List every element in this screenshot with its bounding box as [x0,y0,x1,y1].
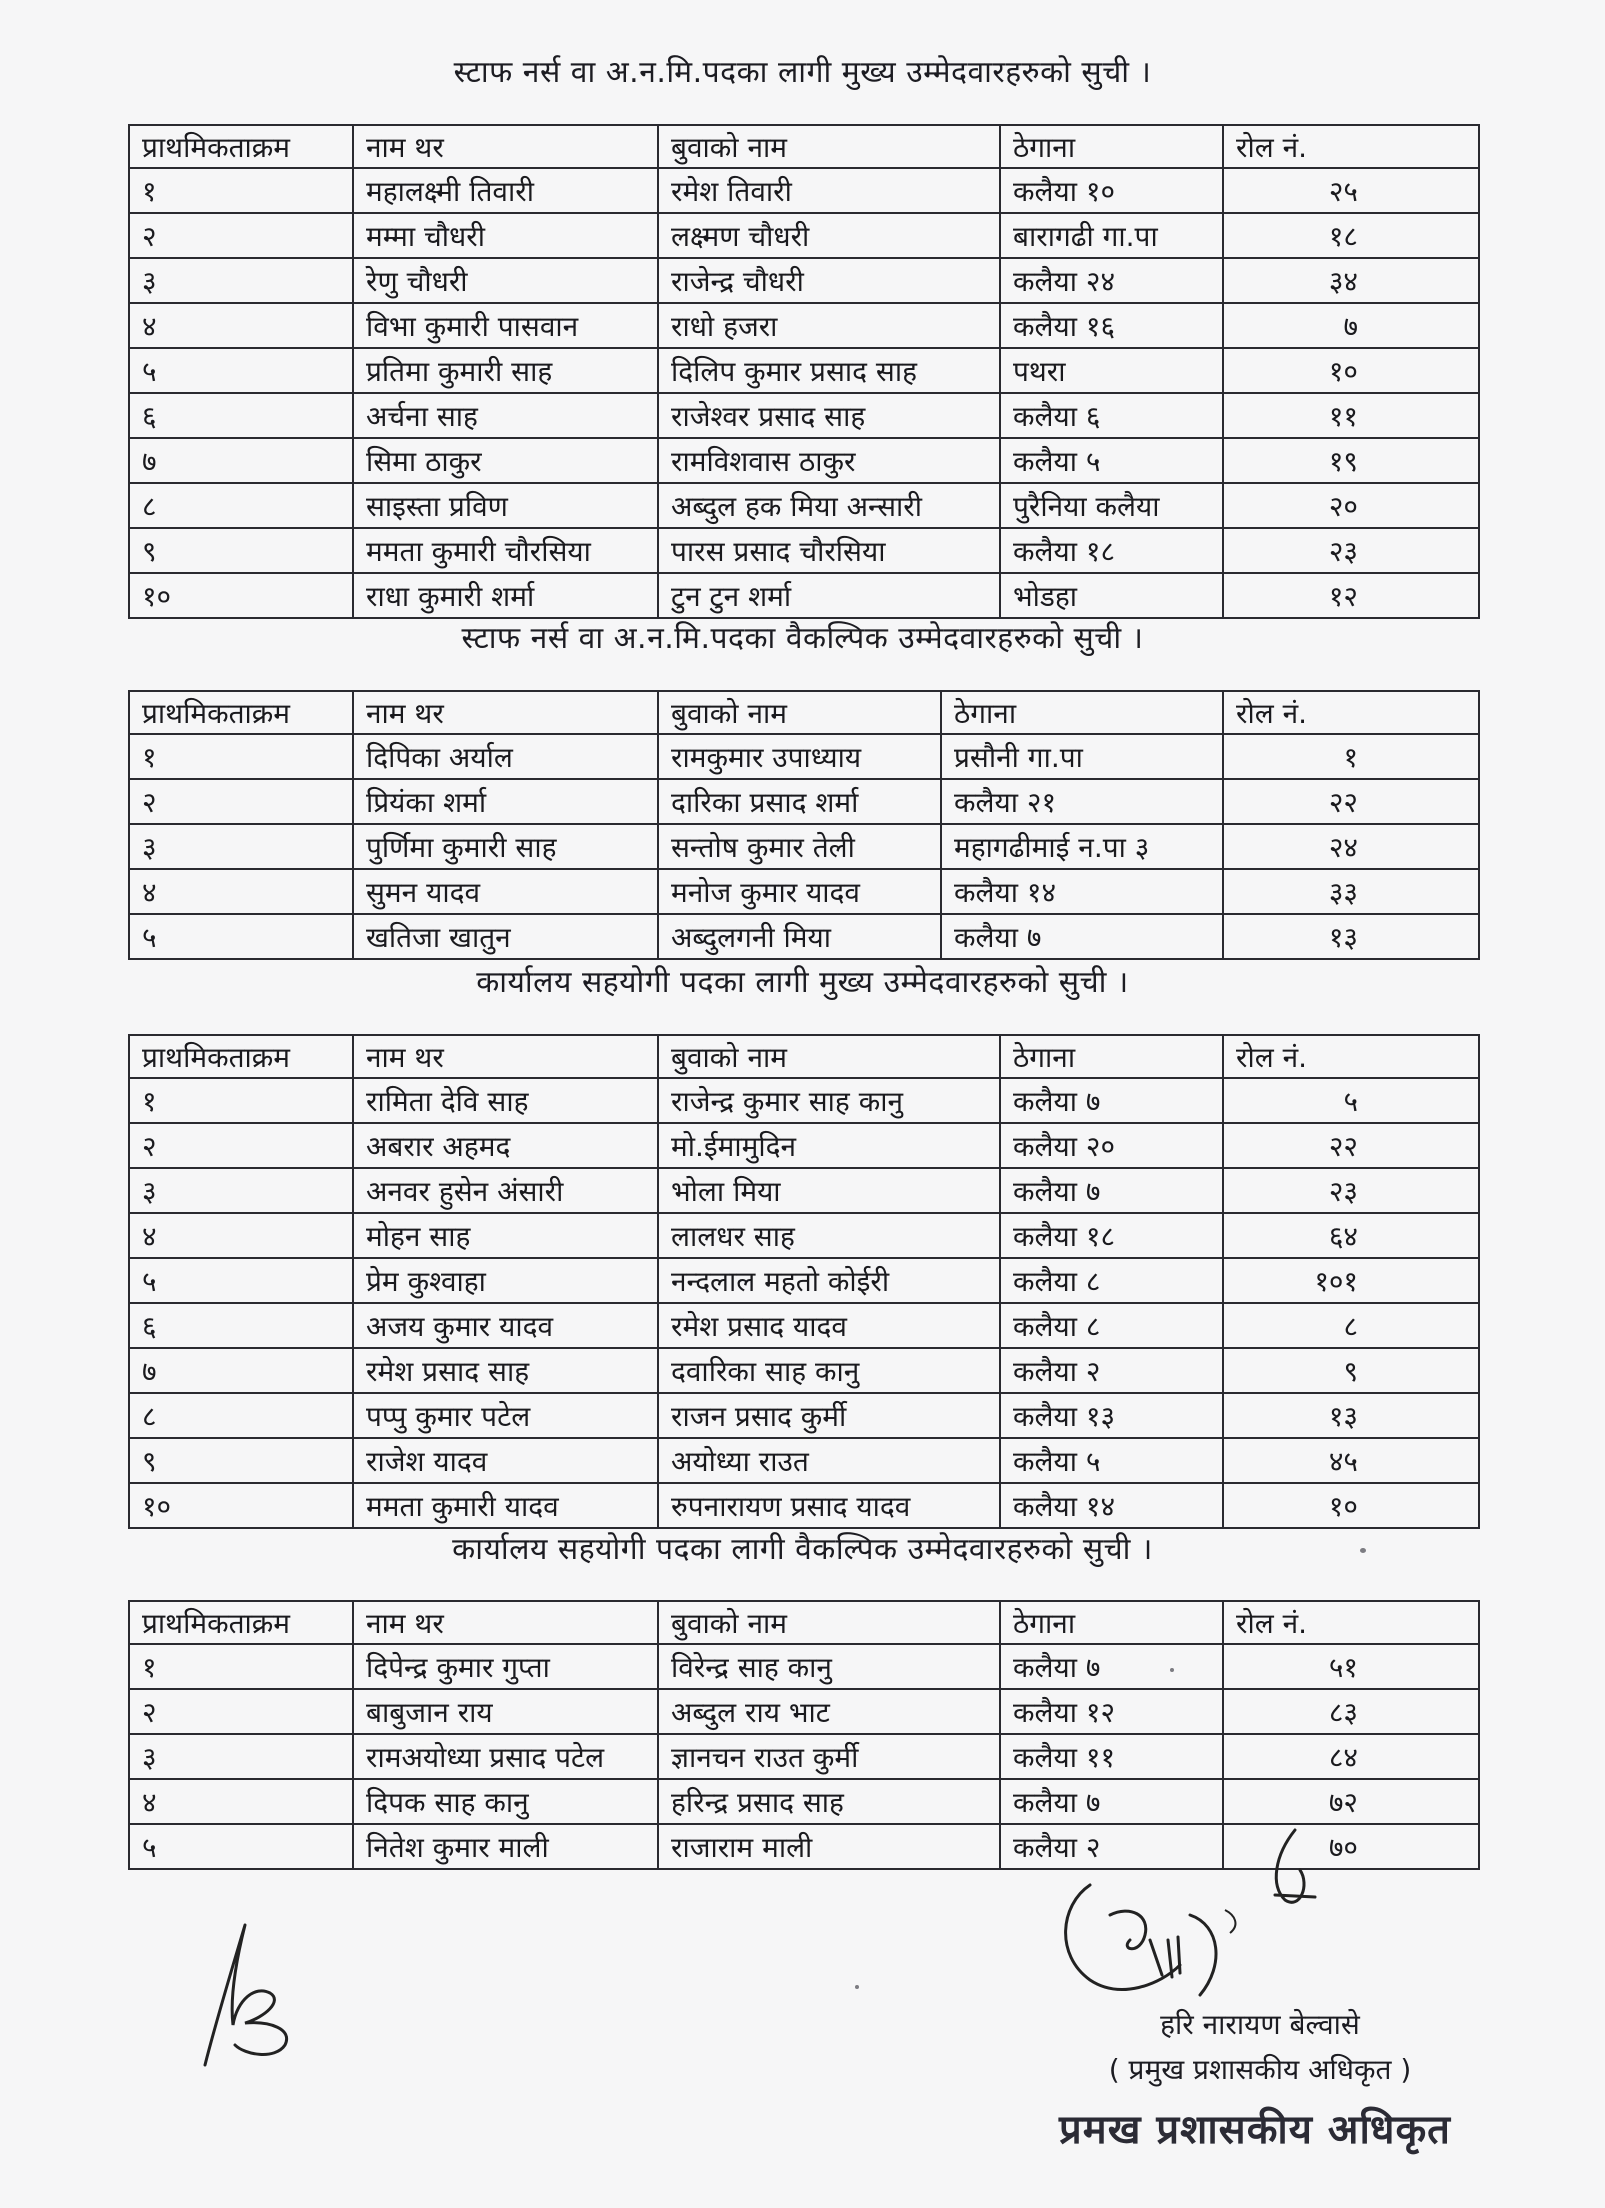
column-header-priority: प्राथमिकताक्रम [129,125,353,168]
cell-address: पुरैनिया कलैया [1000,483,1223,528]
table-row [129,869,1479,914]
cell-name: प्रतिमा कुमारी साह [353,348,658,393]
cell-priority: २ [129,213,353,258]
column-header-priority: प्राथमिकताक्रम [129,1601,353,1644]
cell-priority: २ [129,1123,353,1168]
table-header-row [129,1035,1479,1078]
cell-name: सिमा ठाकुर [353,438,658,483]
column-header-roll-no: रोल नं. [1223,1601,1479,1644]
cell-name: प्रियंका शर्मा [353,779,658,824]
table-row [129,258,1479,303]
signatory-name: हरि नारायण बेल्वासे [1160,2008,1360,2041]
cell-roll-no: ४५ [1223,1438,1479,1483]
cell-father-name: नन्दलाल महतो कोईरी [658,1258,1000,1303]
table-header-row [129,1601,1479,1644]
cell-priority: ३ [129,258,353,303]
cell-address: कलैया २ [1000,1824,1223,1869]
cell-priority: ९ [129,528,353,573]
cell-address: कलैया ८ [1000,1258,1223,1303]
table-row [129,1078,1479,1123]
cell-roll-no: १ [1223,734,1479,779]
cell-name: रामिता देवि साह [353,1078,658,1123]
column-header-name: नाम थर [353,691,658,734]
cell-roll-no: २४ [1223,824,1479,869]
right-signature-image [1050,1855,1270,2015]
cell-roll-no: ७ [1223,303,1479,348]
cell-name: खतिजा खातुन [353,914,658,959]
cell-roll-no: ६४ [1223,1213,1479,1258]
table-row [129,779,1479,824]
column-header-roll-no: रोल नं. [1223,1035,1479,1078]
cell-roll-no: ८ [1223,1303,1479,1348]
cell-father-name: लक्ष्मण चौधरी [658,213,1000,258]
cell-roll-no: १० [1223,348,1479,393]
table-row [129,1689,1479,1734]
table-row [129,528,1479,573]
cell-address: कलैया २१ [941,779,1223,824]
scan-speck [1170,1668,1174,1672]
cell-address: कलैया २ [1000,1348,1223,1393]
cell-roll-no: १८ [1223,213,1479,258]
table-row [129,1779,1479,1824]
column-header-roll-no: रोल नं. [1223,691,1479,734]
cell-address: कलैया ५ [1000,438,1223,483]
cell-name: महालक्ष्मी तिवारी [353,168,658,213]
cell-address: कलैया १२ [1000,1689,1223,1734]
cell-priority: ४ [129,303,353,348]
cell-roll-no: १९ [1223,438,1479,483]
cell-priority: ५ [129,1258,353,1303]
column-header-address: ठेगाना [941,691,1223,734]
cell-father-name: मो.ईमामुदिन [658,1123,1000,1168]
cell-roll-no: २३ [1223,1168,1479,1213]
cell-priority: ९ [129,1438,353,1483]
section-title-office-assistant-main: कार्यालय सहयोगी पदका लागी मुख्य उम्मेदवारहरुको सुची । [476,965,1129,1000]
cell-address: पथरा [1000,348,1223,393]
column-header-address: ठेगाना [1000,125,1223,168]
cell-address: कलैया १८ [1000,528,1223,573]
section-title-office-assistant-alternate: कार्यालय सहयोगी पदका लागी वैकल्पिक उम्मेदवारहरुको सुची । [452,1532,1153,1567]
cell-father-name: सन्तोष कुमार तेली [658,824,941,869]
cell-father-name: अब्दुलगनी मिया [658,914,941,959]
cell-address: बारागढी गा.पा [1000,213,1223,258]
left-signature-image [175,1905,325,2085]
cell-name: अर्चना साह [353,393,658,438]
table-row [129,573,1479,618]
cell-name: रमेश प्रसाद साह [353,1348,658,1393]
table-row [129,914,1479,959]
cell-name: अनवर हुसेन अंसारी [353,1168,658,1213]
cell-father-name: अब्दुल हक मिया अन्सारी [658,483,1000,528]
cell-father-name: रामकुमार उपाध्याय [658,734,941,779]
cell-address: कलैया ७ [1000,1168,1223,1213]
cell-father-name: राधो हजरा [658,303,1000,348]
table-row [129,1123,1479,1168]
table-row [129,1213,1479,1258]
cell-address: कलैया १६ [1000,303,1223,348]
cell-father-name: अब्दुल राय भाट [658,1689,1000,1734]
cell-name: दिपक साह कानु [353,1779,658,1824]
cell-name: नितेश कुमार माली [353,1824,658,1869]
signatory-title: ( प्रमुख प्रशासकीय अधिकृत ) [1108,2053,1412,2086]
cell-roll-no: १३ [1223,914,1479,959]
cell-name: पप्पु कुमार पटेल [353,1393,658,1438]
cell-address: कलैया १३ [1000,1393,1223,1438]
cell-roll-no: १० [1223,1483,1479,1528]
cell-priority: १० [129,1483,353,1528]
cell-father-name: भोला मिया [658,1168,1000,1213]
column-header-father-name: बुवाको नाम [658,691,941,734]
cell-father-name: रमेश तिवारी [658,168,1000,213]
table-row [129,824,1479,869]
cell-address: प्रसौनी गा.पा [941,734,1223,779]
cell-priority: ५ [129,1824,353,1869]
cell-roll-no: २२ [1223,1123,1479,1168]
cell-priority: ५ [129,914,353,959]
cell-roll-no: ९ [1223,1348,1479,1393]
cell-address: कलैया १४ [941,869,1223,914]
table-header-row [129,691,1479,734]
cell-priority: १ [129,1644,353,1689]
cell-priority: ७ [129,1348,353,1393]
cell-priority: ६ [129,393,353,438]
table-row [129,1258,1479,1303]
cell-father-name: अयोध्या राउत [658,1438,1000,1483]
scan-speck [855,1985,859,1989]
scan-speck [1360,1548,1366,1553]
column-header-father-name: बुवाको नाम [658,1035,1000,1078]
cell-father-name: लालधर साह [658,1213,1000,1258]
cell-name: सुमन यादव [353,869,658,914]
cell-name: राजेश यादव [353,1438,658,1483]
cell-priority: १० [129,573,353,618]
cell-priority: ७ [129,438,353,483]
cell-name: बाबुजान राय [353,1689,658,1734]
cell-address: कलैया २० [1000,1123,1223,1168]
cell-name: दिपिका अर्याल [353,734,658,779]
cell-address: कलैया १८ [1000,1213,1223,1258]
cell-name: ममता कुमारी यादव [353,1483,658,1528]
column-header-father-name: बुवाको नाम [658,1601,1000,1644]
cell-address: कलैया ७ [1000,1779,1223,1824]
table-row [129,168,1479,213]
cell-father-name: राजेन्द्र चौधरी [658,258,1000,303]
official-stamp-text: प्रमख प्रशासकीय अधिकृत [1059,2107,1451,2153]
cell-address: कलैया ८ [1000,1303,1223,1348]
cell-address: कलैया ७ [1000,1078,1223,1123]
table-row [129,1483,1479,1528]
cell-priority: ४ [129,1213,353,1258]
cell-priority: ३ [129,1168,353,1213]
cell-father-name: पारस प्रसाद चौरसिया [658,528,1000,573]
cell-father-name: रमेश प्रसाद यादव [658,1303,1000,1348]
table-staff-nurse-main [128,124,1480,619]
initial-mark-image [1255,1825,1325,1915]
cell-name: मम्मा चौधरी [353,213,658,258]
cell-priority: ३ [129,824,353,869]
cell-roll-no: ७० [1223,1824,1479,1869]
section-title-staff-nurse-main: स्टाफ नर्स वा अ.न.मि.पदका लागी मुख्य उम्मेदवारहरुको सुची । [453,55,1152,90]
table-office-assistant-main [128,1034,1480,1529]
cell-priority: ४ [129,1779,353,1824]
table-row [129,734,1479,779]
cell-father-name: दिलिप कुमार प्रसाद साह [658,348,1000,393]
cell-father-name: विरेन्द्र साह कानु [658,1644,1000,1689]
cell-address: कलैया ५ [1000,1438,1223,1483]
cell-priority: २ [129,1689,353,1734]
cell-name: मोहन साह [353,1213,658,1258]
column-header-name: नाम थर [353,1035,658,1078]
cell-priority: १ [129,168,353,213]
table-row [129,1393,1479,1438]
cell-address: महागढीमाई न.पा ३ [941,824,1223,869]
table-row [129,1734,1479,1779]
table-header-row [129,125,1479,168]
column-header-roll-no: रोल नं. [1223,125,1479,168]
cell-father-name: रामविशवास ठाकुर [658,438,1000,483]
cell-father-name: ज्ञानचन राउत कुर्मी [658,1734,1000,1779]
table-row [129,348,1479,393]
cell-address: कलैया ७ [1000,1644,1223,1689]
cell-priority: ६ [129,1303,353,1348]
table-row [129,1438,1479,1483]
cell-name: राधा कुमारी शर्मा [353,573,658,618]
column-header-priority: प्राथमिकताक्रम [129,691,353,734]
cell-roll-no: १२ [1223,573,1479,618]
cell-name: रेणु चौधरी [353,258,658,303]
cell-roll-no: १०१ [1223,1258,1479,1303]
cell-roll-no: ११ [1223,393,1479,438]
table-row [129,1348,1479,1393]
cell-address: कलैया १० [1000,168,1223,213]
cell-name: पुर्णिमा कुमारी साह [353,824,658,869]
cell-address: कलैया १४ [1000,1483,1223,1528]
cell-roll-no: १३ [1223,1393,1479,1438]
column-header-father-name: बुवाको नाम [658,125,1000,168]
table-row [129,1303,1479,1348]
cell-priority: १ [129,734,353,779]
cell-roll-no: ३३ [1223,869,1479,914]
cell-father-name: राजन प्रसाद कुर्मी [658,1393,1000,1438]
cell-priority: ३ [129,1734,353,1779]
cell-roll-no: ३४ [1223,258,1479,303]
cell-name: साइस्ता प्रविण [353,483,658,528]
cell-name: अजय कुमार यादव [353,1303,658,1348]
cell-name: अबरार अहमद [353,1123,658,1168]
cell-priority: ५ [129,348,353,393]
cell-roll-no: २५ [1223,168,1479,213]
column-header-address: ठेगाना [1000,1035,1223,1078]
cell-priority: १ [129,1078,353,1123]
cell-name: दिपेन्द्र कुमार गुप्ता [353,1644,658,1689]
cell-father-name: रुपनारायण प्रसाद यादव [658,1483,1000,1528]
cell-priority: ८ [129,483,353,528]
cell-name: रामअयोध्या प्रसाद पटेल [353,1734,658,1779]
section-title-staff-nurse-alternate: स्टाफ नर्स वा अ.न.मि.पदका वैकल्पिक उम्मेदवारहरुको सुची । [461,621,1144,656]
cell-name: ममता कुमारी चौरसिया [353,528,658,573]
cell-priority: ८ [129,1393,353,1438]
cell-address: कलैया ११ [1000,1734,1223,1779]
cell-roll-no: २२ [1223,779,1479,824]
cell-roll-no: ५ [1223,1078,1479,1123]
table-row [129,1644,1479,1689]
cell-father-name: दवारिका साह कानु [658,1348,1000,1393]
table-row [129,483,1479,528]
table-row [129,393,1479,438]
cell-priority: २ [129,779,353,824]
cell-father-name: टुन टुन शर्मा [658,573,1000,618]
cell-father-name: राजाराम माली [658,1824,1000,1869]
cell-name: प्रेम कुश्वाहा [353,1258,658,1303]
cell-father-name: मनोज कुमार यादव [658,869,941,914]
cell-father-name: राजेश्वर प्रसाद साह [658,393,1000,438]
table-row [129,438,1479,483]
table-row [129,213,1479,258]
cell-roll-no: २० [1223,483,1479,528]
table-staff-nurse-alternate [128,690,1480,960]
cell-roll-no: ५१ [1223,1644,1479,1689]
cell-father-name: राजेन्द्र कुमार साह कानु [658,1078,1000,1123]
cell-address: कलैया ७ [941,914,1223,959]
cell-roll-no: ८४ [1223,1734,1479,1779]
column-header-name: नाम थर [353,1601,658,1644]
cell-name: विभा कुमारी पासवान [353,303,658,348]
column-header-priority: प्राथमिकताक्रम [129,1035,353,1078]
cell-father-name: हरिन्द्र प्रसाद साह [658,1779,1000,1824]
table-row [129,1168,1479,1213]
cell-roll-no: ७२ [1223,1779,1479,1824]
column-header-address: ठेगाना [1000,1601,1223,1644]
cell-father-name: दारिका प्रसाद शर्मा [658,779,941,824]
table-row [129,303,1479,348]
cell-priority: ४ [129,869,353,914]
column-header-name: नाम थर [353,125,658,168]
cell-address: कलैया २४ [1000,258,1223,303]
cell-address: भोडहा [1000,573,1223,618]
cell-roll-no: ८३ [1223,1689,1479,1734]
cell-roll-no: २३ [1223,528,1479,573]
cell-address: कलैया ६ [1000,393,1223,438]
